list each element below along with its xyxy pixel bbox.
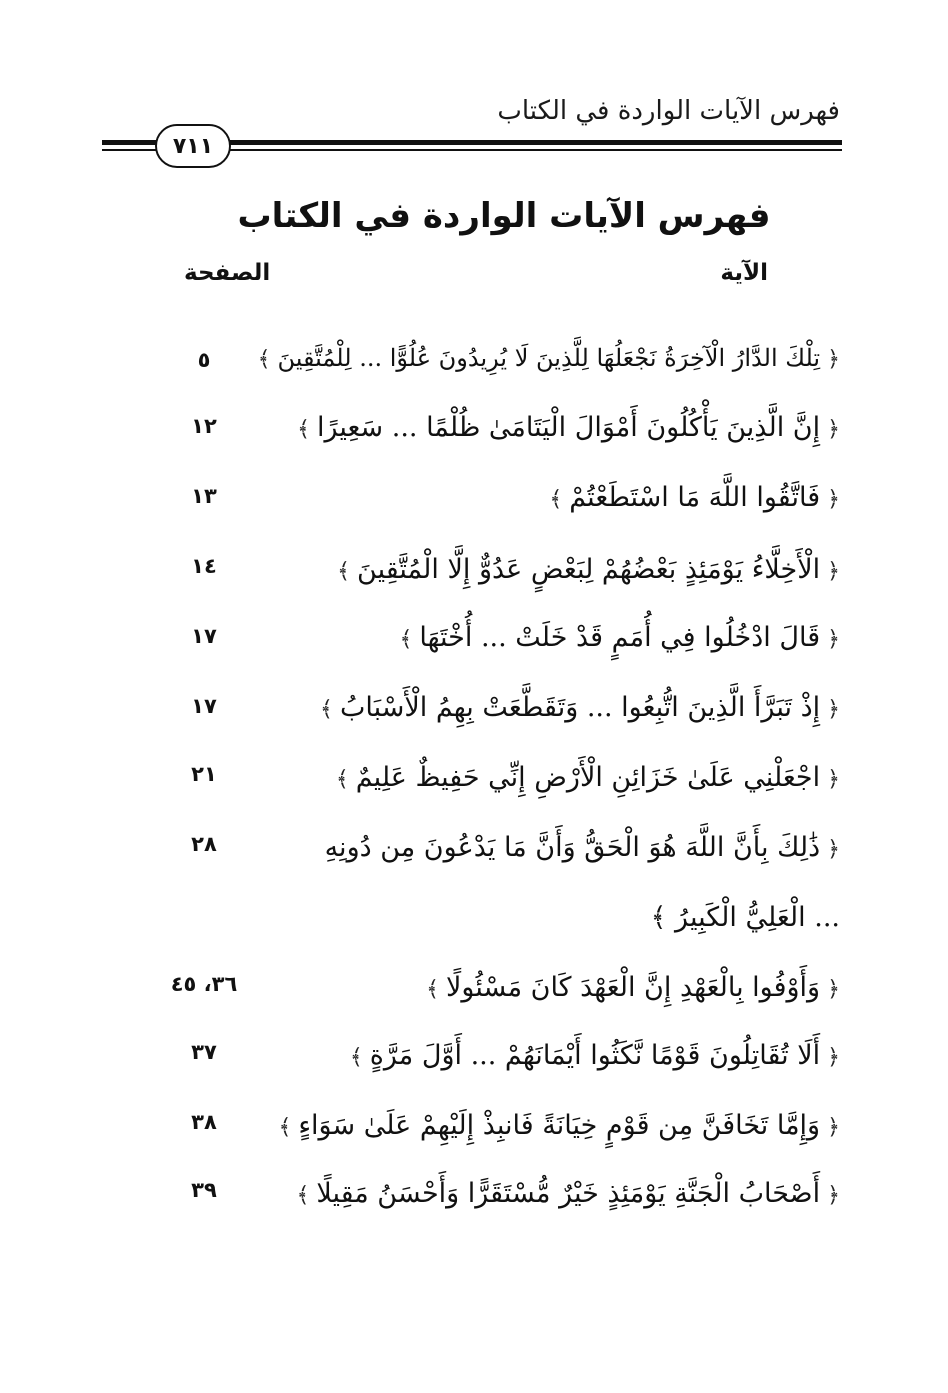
verse-entry (108, 408, 840, 456)
page-reference: ٣٨ (191, 1110, 217, 1134)
page-reference: ١٣ (191, 484, 217, 508)
verse-close-bracket: ﴾ (650, 902, 676, 933)
verse-continuation (651, 898, 840, 938)
verse-body: أَلَا تُقَاتِلُونَ قَوْمًا نَّكَثُوا أَيْمَانَهُمْ ... أَوَّلَ مَرَّةٍ (369, 1040, 821, 1071)
verse-open-bracket: ﴿ (820, 559, 840, 584)
verse-open-bracket: ﴿ (820, 1183, 840, 1208)
verse-close-bracket: ﴾ (257, 347, 278, 372)
verse-open-bracket: ﴿ (820, 417, 840, 442)
page-reference: ٣٦، ٤٥ (170, 972, 238, 996)
verse-body: تِلْكَ الدَّارُ الْآخِرَةُ نَجْعَلُهَا لِلَّذِينَ لَا يُرِيدُونَ عُلُوًّا ... لِلْمُتَّقِينَ (277, 344, 821, 372)
verse-close-bracket: ﴾ (549, 487, 570, 512)
verse-close-bracket: ﴾ (297, 417, 317, 442)
verse-close-bracket: ﴾ (335, 767, 356, 792)
verse-text (337, 550, 840, 592)
page-reference: ٢٨ (191, 832, 217, 856)
verse-close-bracket: ﴾ (337, 559, 358, 584)
verse-close-bracket: ﴾ (426, 977, 446, 1002)
page-number-badge: ٧١١ (155, 124, 231, 168)
verse-text (296, 1174, 840, 1216)
page-reference: ٣٧ (191, 1040, 217, 1064)
verse-entry (108, 828, 840, 876)
verse-text (426, 968, 840, 1010)
verse-entry (108, 618, 840, 666)
verse-body: قَالَ ادْخُلُوا فِي أُمَمٍ قَدْ خَلَتْ ... أُخْتَهَا (419, 622, 821, 653)
verse-open-bracket: ﴿ (820, 977, 840, 1002)
verse-entry (108, 1036, 840, 1084)
verse-entry (108, 1174, 840, 1222)
verse-entry (108, 550, 840, 598)
column-header-verse: الآية (720, 260, 768, 286)
page-title: فهرس الآيات الواردة في الكتاب (237, 196, 771, 236)
page-reference: ٣٩ (191, 1178, 217, 1202)
page-reference: ٥ (197, 348, 211, 372)
verse-open-bracket: ﴿ (820, 1115, 840, 1140)
verse-body: إِنَّ الَّذِينَ يَأْكُلُونَ أَمْوَالَ الْيَتَامَىٰ ظُلْمًا ... سَعِيرًا (316, 412, 821, 443)
column-header-page: الصفحة (184, 260, 271, 286)
verse-close-bracket: ﴾ (349, 1045, 370, 1070)
verse-open-bracket: ﴿ (820, 767, 840, 792)
verse-entry (108, 338, 840, 386)
verse-close-bracket: ﴾ (399, 627, 420, 652)
verse-entry (108, 478, 840, 526)
verse-text (399, 618, 840, 660)
verse-entry (108, 968, 840, 1016)
verse-close-bracket: ﴾ (278, 1115, 299, 1140)
verse-text (350, 1036, 840, 1078)
verse-body: وَأَوْفُوا بِالْعَهْدِ إِنَّ الْعَهْدَ كَانَ مَسْئُولًا (445, 972, 821, 1003)
verse-body: إِذْ تَبَرَّأَ الَّذِينَ اتُّبِعُوا ... وَتَقَطَّعَتْ بِهِمُ الْأَسْبَابُ (339, 692, 821, 723)
verse-body: أَصْحَابُ الْجَنَّةِ يَوْمَئِذٍ خَيْرٌ مُّسْتَقَرًّا وَأَحْسَنُ مَقِيلًا (316, 1178, 821, 1209)
verse-body: الْأَخِلَّاءُ يَوْمَئِذٍ بَعْضُهُمْ لِبَعْضٍ عَدُوٌّ إِلَّا الْمُتَّقِينَ (357, 554, 821, 585)
verse-close-bracket: ﴾ (296, 1183, 317, 1208)
verse-close-bracket: ﴾ (320, 697, 340, 722)
verse-text (258, 338, 840, 380)
verse-entry (108, 758, 840, 806)
page-reference: ١٢ (191, 414, 217, 438)
verse-text (278, 1106, 840, 1148)
verse-body: ذَٰلِكَ بِأَنَّ اللَّهَ هُوَ الْحَقُّ وَأَنَّ مَا يَدْعُونَ مِن دُونِهِ (324, 832, 821, 863)
verse-open-bracket: ﴿ (820, 1045, 840, 1070)
verse-body: اجْعَلْنِي عَلَىٰ خَزَائِنِ الْأَرْضِ إِنِّي حَفِيظٌ عَلِيمٌ (355, 762, 821, 793)
running-header: فهرس الآيات الواردة في الكتاب (497, 96, 840, 126)
verse-text (549, 478, 840, 520)
verse-body: وَإِمَّا تَخَافَنَّ مِن قَوْمٍ خِيَانَةً فَانبِذْ إِلَيْهِمْ عَلَىٰ سَوَاءٍ (298, 1110, 821, 1141)
verse-entry (108, 688, 840, 736)
verse-entry (108, 1106, 840, 1154)
page-reference: ١٧ (191, 694, 217, 718)
verse-text (297, 408, 840, 450)
verse-text (325, 828, 840, 870)
verse-open-bracket: ﴿ (820, 697, 840, 722)
verse-text (336, 758, 840, 800)
verse-open-bracket: ﴿ (820, 347, 840, 372)
verse-open-bracket: ﴿ (820, 487, 840, 512)
verse-body: فَاتَّقُوا اللَّهَ مَا اسْتَطَعْتُمْ (569, 482, 821, 513)
verse-continuation-text: ... الْعَلِيُّ الْكَبِيرُ (675, 902, 840, 933)
verse-open-bracket: ﴿ (820, 837, 840, 862)
page-reference: ١٧ (191, 624, 217, 648)
verse-text (320, 688, 840, 730)
page-reference: ١٤ (191, 554, 217, 578)
verse-open-bracket: ﴿ (820, 627, 840, 652)
page-reference: ٢١ (191, 762, 217, 786)
